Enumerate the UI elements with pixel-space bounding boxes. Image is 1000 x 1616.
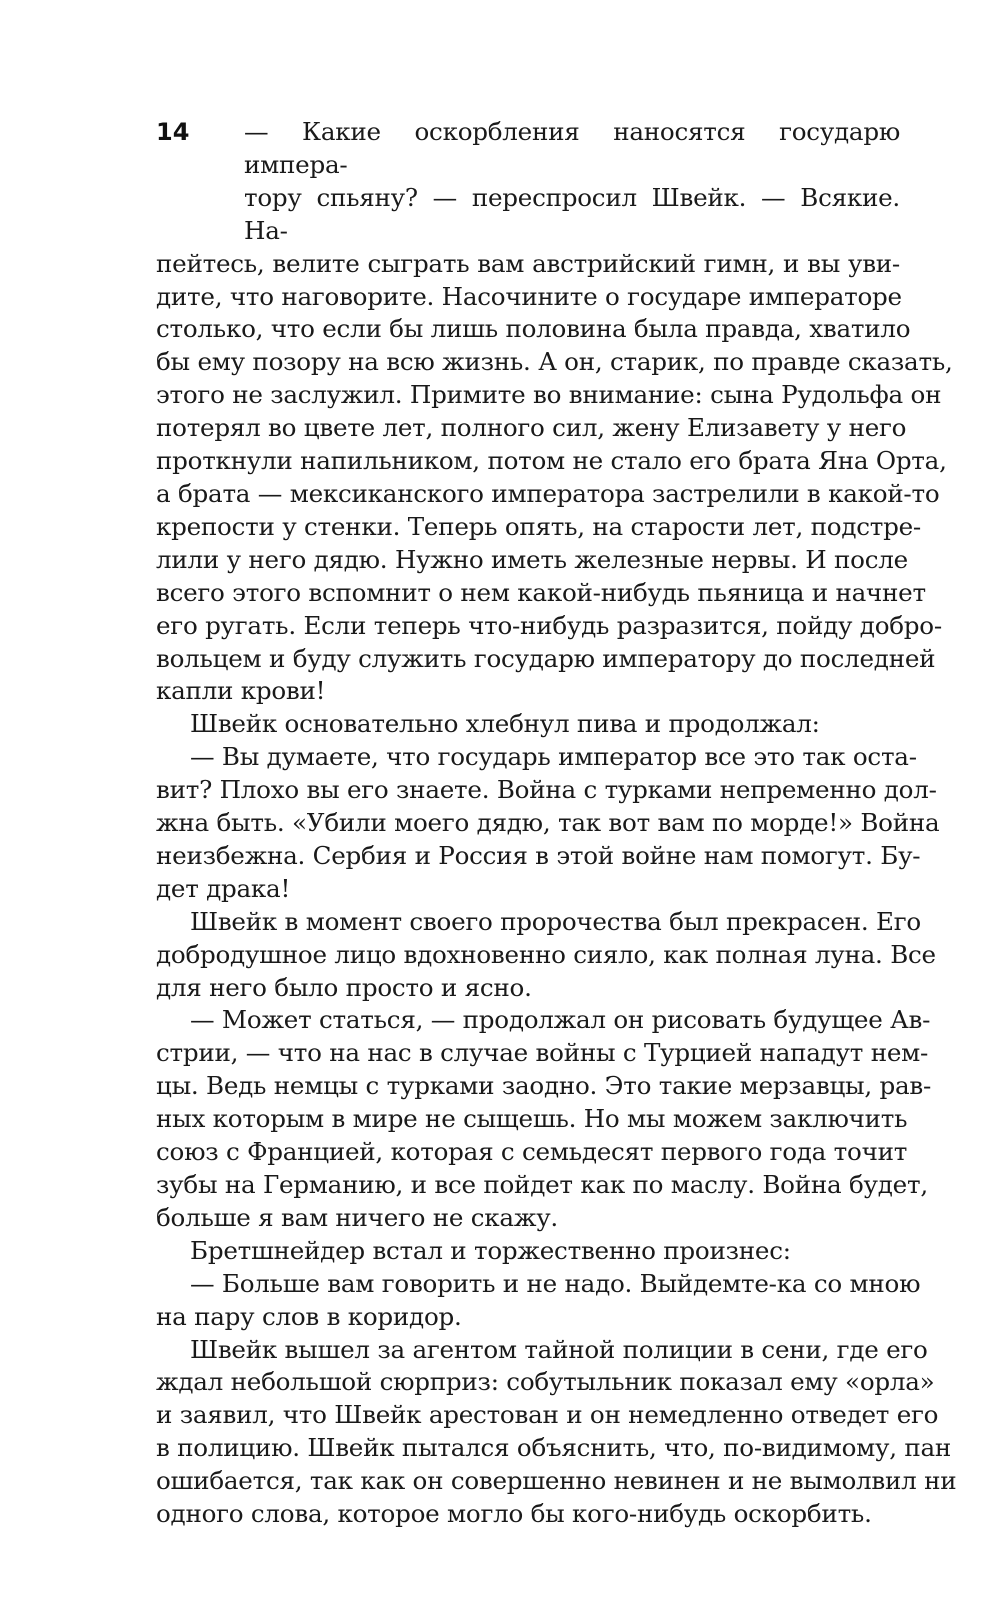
text-line: союз с Францией, которая с семьдесят первого года точит bbox=[156, 1137, 908, 1167]
text-line: лили у него дядю. Нужно иметь железные нервы. И после bbox=[156, 544, 908, 574]
text-line: крепости у стенки. Теперь опять, на старости лет, подстре- bbox=[156, 511, 921, 541]
text-line: бы ему позору на всю жизнь. А он, старик, по правде сказать, bbox=[156, 347, 953, 377]
text-line: всего этого вспомнит о нем какой-нибудь пьяница и начнет bbox=[156, 577, 926, 607]
text-line: Бретшнейдер встал и торжественно произнес: bbox=[190, 1235, 791, 1265]
text-line: — Вы думаете, что государь император все это так оста- bbox=[190, 742, 917, 772]
paragraph-8 bbox=[156, 1334, 957, 1531]
text-line: потерял во цвете лет, полного сил, жену Елизавету у него bbox=[156, 413, 907, 443]
text-line: этого не заслужил. Примите во внимание: сына Рудольфа он bbox=[156, 380, 942, 410]
text-line: для него было просто и ясно. bbox=[156, 972, 532, 1002]
text-line: вит? Плохо вы его знаете. Война с турками непременно дол- bbox=[156, 775, 937, 805]
text-line: Швейк в момент своего пророчества был прекрасен. Его bbox=[190, 906, 921, 936]
paragraph-4 bbox=[156, 906, 936, 1005]
text-line: в полицию. Швейк пытался объяснить, что, по-видимому, пан bbox=[156, 1433, 952, 1463]
text-line: — Может статься, — продолжал он рисовать будущее Ав- bbox=[190, 1005, 931, 1035]
text-line: добродушное лицо вдохновенно сияло, как полная луна. Все bbox=[156, 939, 936, 969]
book-page-text bbox=[156, 116, 957, 1531]
text-line: пейтесь, велите сыграть вам австрийский гимн, и вы уви- bbox=[156, 248, 900, 278]
paragraph-3 bbox=[156, 741, 940, 906]
text-line: а брата — мексиканского императора застрелили в какой-то bbox=[156, 478, 940, 508]
paragraph-2 bbox=[156, 708, 900, 741]
text-line: вольцем и буду служить государю императору до последней bbox=[156, 643, 936, 673]
text-line: Швейк вышел за агентом тайной полиции в сени, где его bbox=[190, 1334, 928, 1364]
text-line: Швейк основательно хлебнул пива и продолжал: bbox=[190, 709, 820, 739]
text-line: капли крови! bbox=[156, 676, 326, 706]
text-line: — Какие оскорбления наносятся государю импера- bbox=[244, 117, 900, 179]
text-line: зубы на Германию, и все пойдет как по маслу. Война будет, bbox=[156, 1170, 928, 1199]
text-line: его ругать. Если теперь что-нибудь разразится, пойду добро- bbox=[156, 610, 942, 640]
text-line: неизбежна. Сербия и Россия в этой войне нам помогут. Бу- bbox=[156, 840, 921, 870]
paragraph-6 bbox=[156, 1235, 900, 1268]
page-number: 14 bbox=[156, 118, 190, 146]
text-line: тору спьяну? — переспросил Швейк. — Всякие. На- bbox=[244, 182, 900, 245]
paragraph-1 bbox=[156, 116, 953, 708]
text-line: на пару слов в коридор. bbox=[156, 1301, 462, 1331]
text-line: столько, что если бы лишь половина была правда, хватило bbox=[156, 314, 911, 344]
text-line: проткнули напильником, потом не стало его брата Яна Орта, bbox=[156, 446, 947, 476]
paragraph-7 bbox=[156, 1268, 921, 1334]
text-line: ных которым в мире не сыщешь. Но мы можем заключить bbox=[156, 1104, 908, 1134]
text-line: — Больше вам говорить и не надо. Выйдемте-ка со мною bbox=[190, 1268, 921, 1298]
text-line: стрии, — что на нас в случае войны с Турцией нападут нем- bbox=[156, 1038, 929, 1068]
text-line: дите, что наговорите. Насочините о государе императоре bbox=[156, 281, 902, 311]
paragraph-5 bbox=[156, 1004, 932, 1234]
text-line: ждал небольшой сюрприз: собутыльник показал ему «орла» bbox=[156, 1367, 935, 1397]
text-line: жна быть. «Убили моего дядю, так вот вам по морде!» Война bbox=[156, 808, 940, 838]
text-line: цы. Ведь немцы с турками заодно. Это такие мерзавцы, рав- bbox=[156, 1071, 932, 1101]
text-line: дет драка! bbox=[156, 873, 291, 903]
text-line: одного слова, которое могло бы кого-нибудь оскорбить. bbox=[156, 1499, 872, 1529]
text-line: и заявил, что Швейк арестован и он немедленно отведет его bbox=[156, 1400, 939, 1430]
text-line: ошибается, так как он совершенно невинен и не вымолвил ни bbox=[156, 1466, 957, 1496]
text-line: больше я вам ничего не скажу. bbox=[156, 1202, 558, 1232]
